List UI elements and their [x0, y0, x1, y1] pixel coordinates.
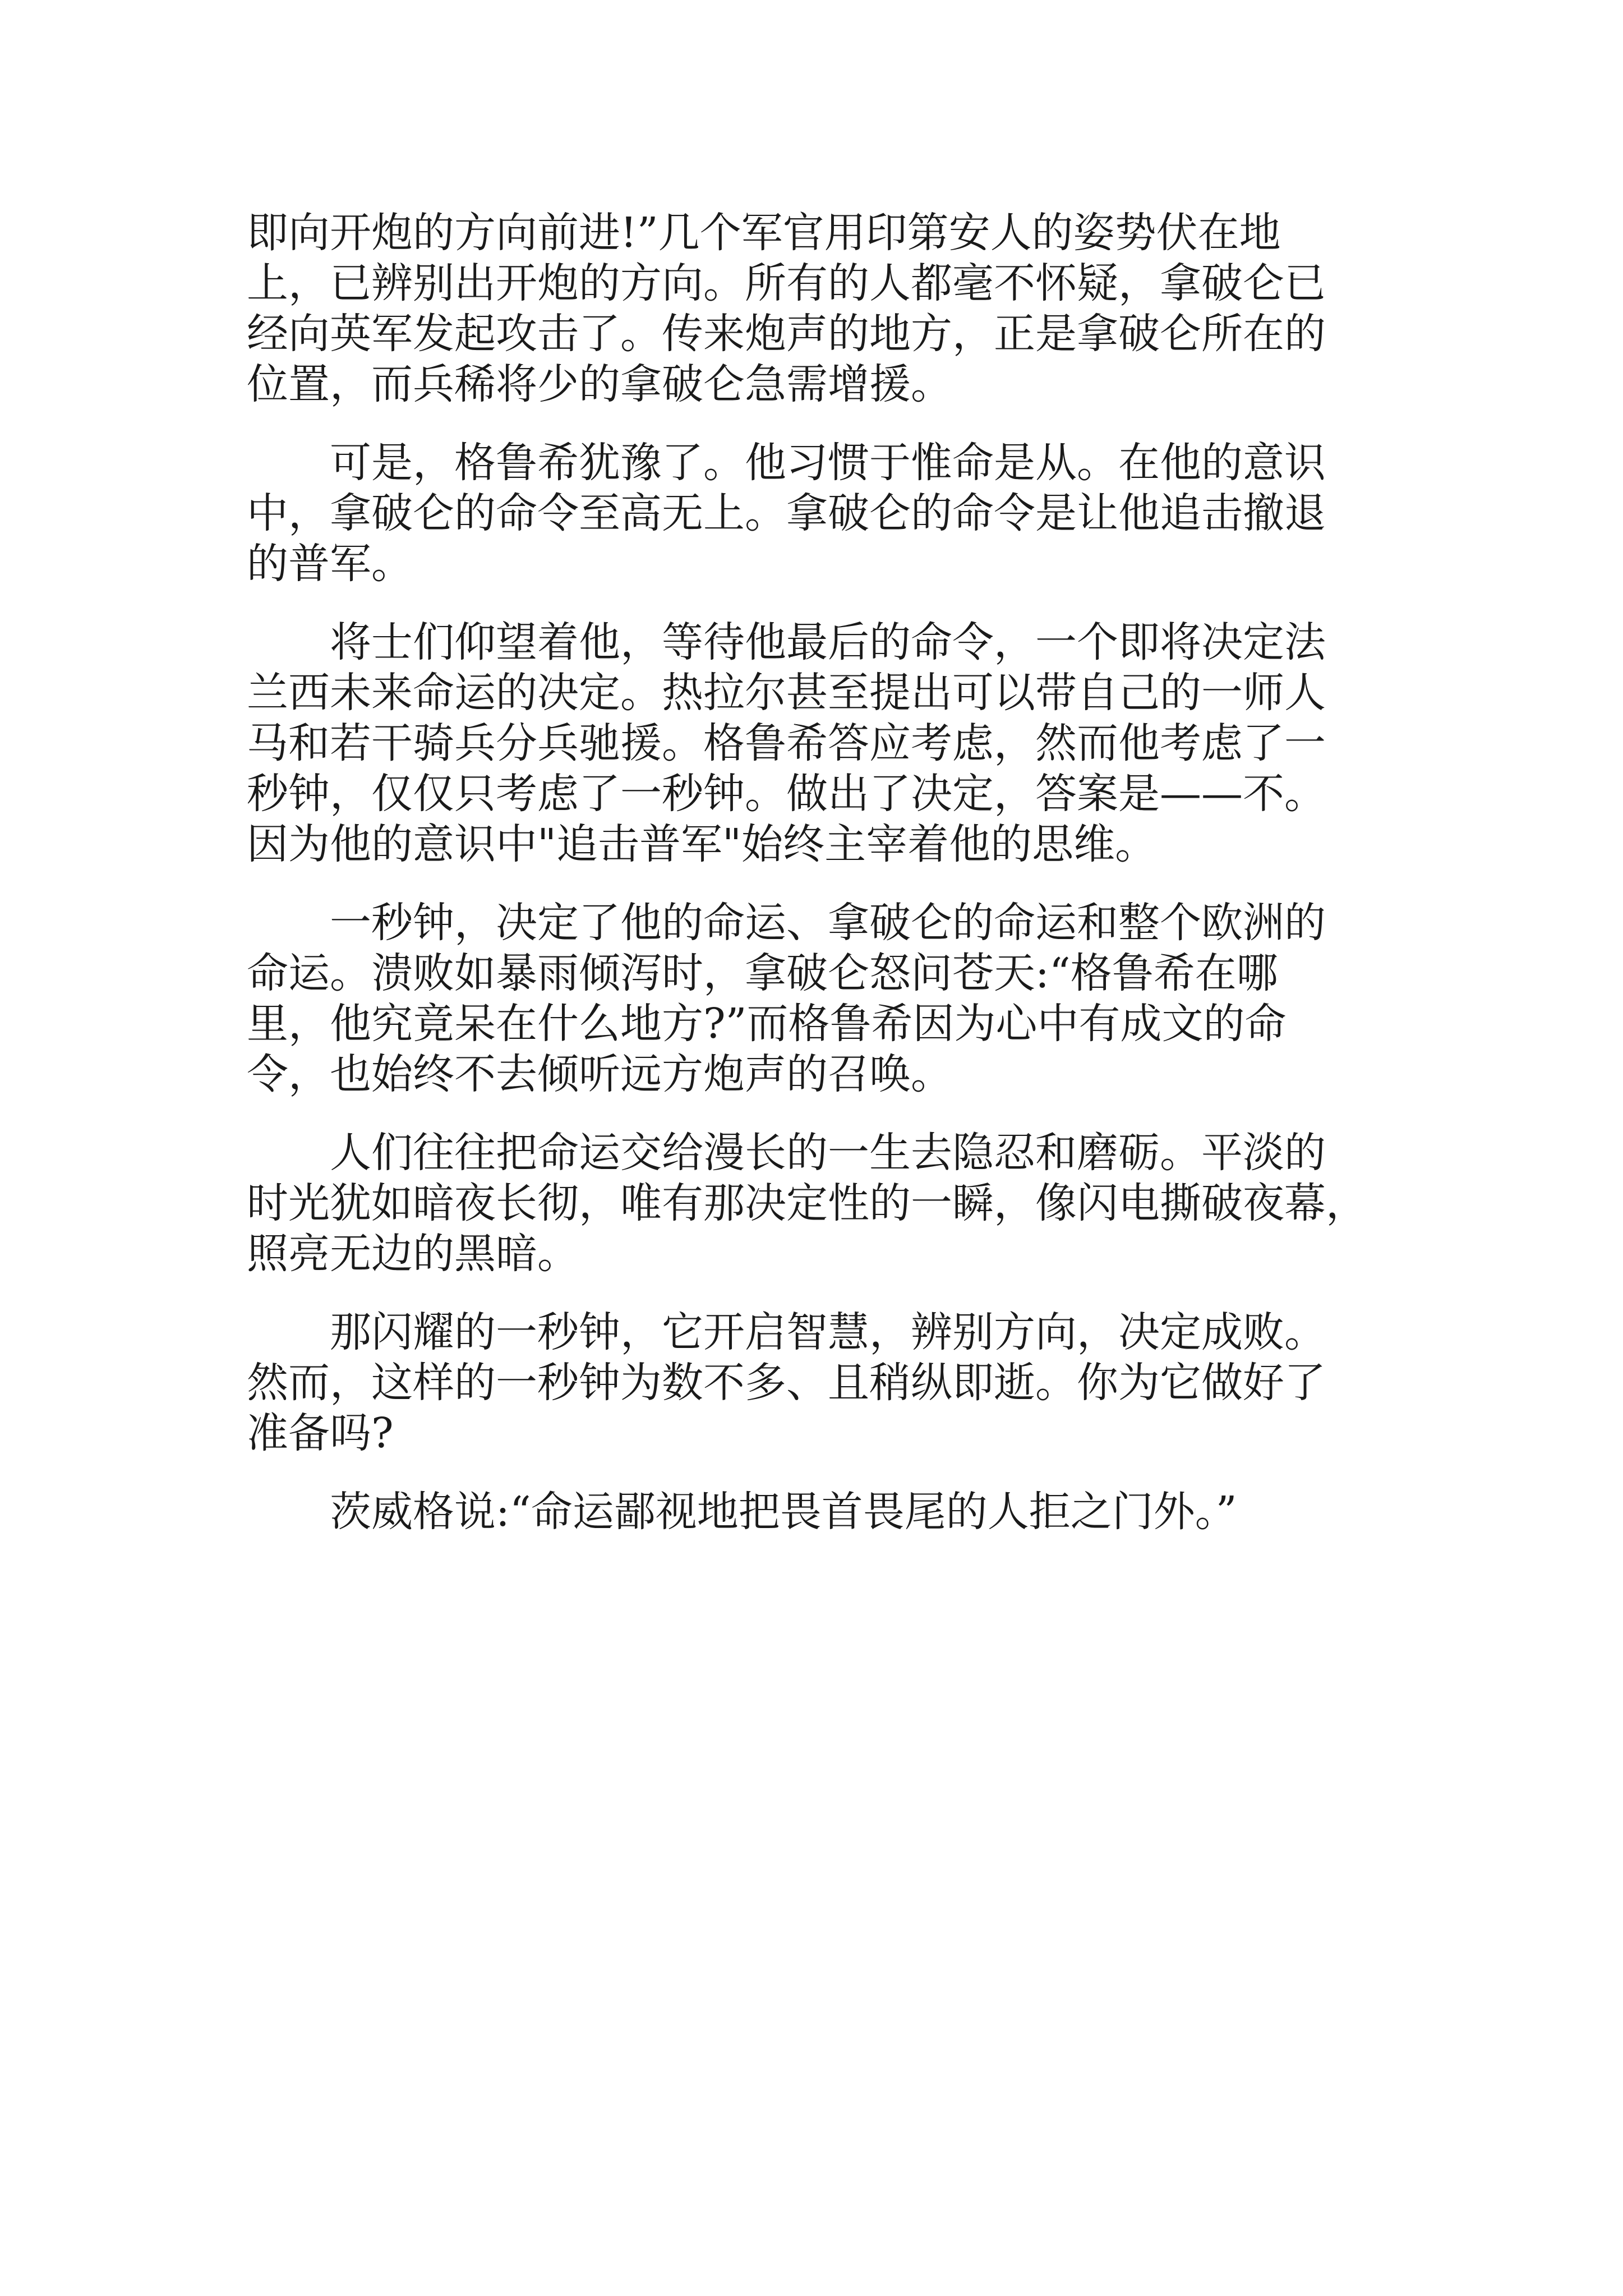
paragraph-first-line: 那闪耀的一秒钟，它开启智慧，辨别方向，决定成败。 [330, 1308, 1326, 1356]
text-line: 秒钟，仅仅只考虑了一秒钟。做出了决定，答案是——不。 [247, 770, 1326, 818]
text-line: 中，拿破仑的命令至高无上。拿破仑的命令是让他追击撤退 [247, 489, 1326, 537]
text-line: 经向英军发起攻击了。传来炮声的地方，正是拿破仑所在的 [247, 310, 1326, 358]
text-line: 照亮无边的黑暗。 [247, 1230, 579, 1278]
text-line: 位置，而兵稀将少的拿破仑急需增援。 [247, 360, 952, 408]
text-line: 马和若干骑兵分兵驰援。格鲁希答应考虑，然而他考虑了一 [247, 719, 1326, 767]
text-line: 然而，这样的一秒钟为数不多、且稍纵即逝。你为它做好了 [247, 1359, 1326, 1407]
text-line: 因为他的意识中"追击普军"始终主宰着他的思维。 [247, 820, 1157, 868]
text-line: 兰西未来命运的决定。热拉尔甚至提出可以带自己的一师人 [247, 669, 1326, 717]
paragraph-first-line: 一秒钟，决定了他的命运、拿破仑的命运和整个欧洲的 [330, 899, 1326, 947]
text-line: 的普军。 [247, 540, 413, 588]
paragraph-first-line: 将士们仰望着他，等待他最后的命令，一个即将决定法 [330, 618, 1326, 666]
text-line: 命运。溃败如暴雨倾泻时，拿破仑怒问苍天:“格鲁希在哪 [247, 949, 1278, 997]
text-line: 即向开炮的方向前进!”几个军官用印第安人的姿势伏在地 [247, 209, 1281, 257]
paragraph-first-line: 可是，格鲁希犹豫了。他习惯于惟命是从。在他的意识 [330, 439, 1326, 487]
document-body [247, 208, 1385, 1537]
text-line: 上，已辨别出开炮的方向。所有的人都毫不怀疑，拿破仑已 [247, 259, 1326, 307]
paragraph-first-line: 人们往往把命运交给漫长的一生去隐忍和磨砺。平淡的 [330, 1129, 1326, 1177]
text-line: 令，也始终不去倾听远方炮声的召唤。 [247, 1050, 952, 1098]
text-line: 时光犹如暗夜长彻，唯有那决定性的一瞬，像闪电撕破夜幕， [247, 1179, 1367, 1227]
text-line: 里，他究竟呆在什么地方?”而格鲁希因为心中有成文的命 [247, 1000, 1287, 1048]
paragraph-first-line: 茨威格说:“命运鄙视地把畏首畏尾的人拒之门外。” [330, 1488, 1237, 1536]
text-line: 准备吗? [247, 1409, 394, 1457]
